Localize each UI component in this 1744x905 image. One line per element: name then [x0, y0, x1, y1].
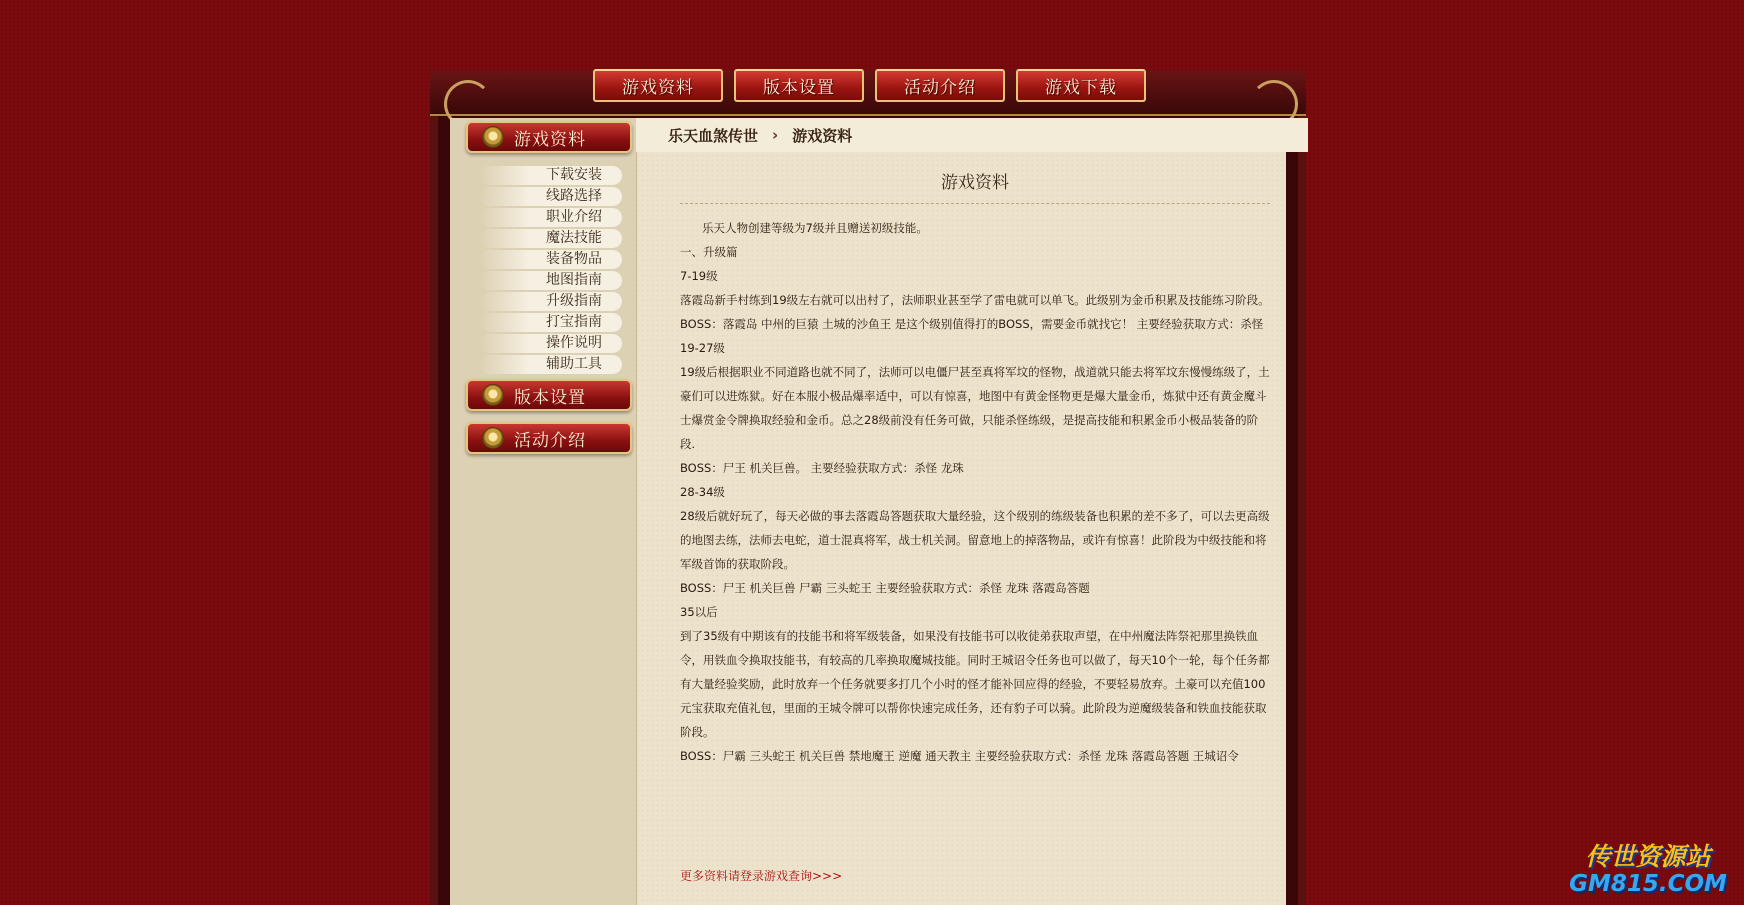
sidebar-item-download-install[interactable]: 下载安装: [480, 166, 622, 185]
article-paragraph: BOSS：尸霸 三头蛇王 机关巨兽 禁地魔王 逆魔 通天教主 主要经验获取方式：杀怪 龙珠 落霞岛答题 王城诏令: [680, 749, 1239, 763]
sidebar-section-label: 版本设置: [514, 387, 586, 408]
sidebar-section-events[interactable]: [466, 422, 632, 454]
sidebar-section-label: 活动介绍: [514, 430, 586, 451]
article-paragraph: 28级后就好玩了，每天必做的事去落霞岛答题获取大量经验，这个级别的练级装备也积累的差不多了，可以去更高级的地图去练，法师去电蛇，道士混真将军，战士机关洞。留意地上的掉落物品，或许有惊喜！此阶段为中级技能和将军级首饰的获取阶段。: [680, 509, 1270, 571]
sidebar-item-route-select[interactable]: 线路选择: [480, 187, 622, 206]
page-title: 游戏资料: [680, 168, 1270, 204]
breadcrumb-current: 游戏资料: [792, 126, 853, 145]
sidebar-item-controls[interactable]: 操作说明: [480, 334, 622, 353]
sidebar-section-game-info[interactable]: [466, 121, 632, 153]
sidebar-item-class-intro[interactable]: 职业介绍: [480, 208, 622, 227]
article-paragraph: 19级后根据职业不同道路也就不同了，法师可以电僵尸甚至真将军坟的怪物，战道就只能去将军坟东慢慢练级了，土豪们可以进炼狱。好在本服小极品爆率适中，可以有惊喜，地图中有黄金怪物更是爆大量金币，炼狱中还有黄金魔斗士爆赏金令牌换取经验和金币。总之28级前没有任务可做，只能杀怪练级，是提高技能和积累金币小极品装备的阶段.: [680, 365, 1270, 451]
article-paragraph: BOSS：尸王 机关巨兽。 主要经验获取方式：杀怪 龙珠: [680, 461, 964, 475]
chevron-right-icon: ›: [772, 126, 779, 144]
nav-tab-events[interactable]: 活动介绍: [875, 69, 1005, 102]
watermark-line-1: 传世资源站: [1585, 842, 1711, 871]
sidebar-section-version[interactable]: [466, 379, 632, 411]
article: [680, 168, 1270, 768]
article-paragraph: 到了35级有中期该有的技能书和将军级装备，如果没有技能书可以收徒弟获取声望，在中州魔法阵祭祀那里换铁血令，用铁血令换取技能书，有较高的几率换取魔城技能。同时王城诏令任务也可以做了，每天10个一轮，每个任务都有大量经验奖励，此时放弃一个任务就要多打几个小时的怪才能补回应得的经验，不要轻易放弃。土豪可以充值100元宝获取充值礼包，里面的王城令牌可以帮你快速完成任务，还有豹子可以骑。此阶段为逆魔级装备和铁血技能获取阶段。: [680, 629, 1270, 739]
site-watermark: [1560, 843, 1736, 899]
sidebar-section-label: 游戏资料: [514, 129, 586, 150]
sidebar-item-magic-skills[interactable]: 魔法技能: [480, 229, 622, 248]
article-paragraph: 19-27级: [680, 341, 725, 355]
breadcrumb-home[interactable]: 乐天血煞传世: [668, 126, 759, 145]
watermark-line-2: GM815.COM: [1569, 871, 1727, 897]
article-paragraph: 一、升级篇: [680, 245, 738, 259]
sidebar-item-treasure-guide[interactable]: 打宝指南: [480, 313, 622, 332]
nav-tab-download[interactable]: 游戏下载: [1016, 69, 1146, 102]
article-paragraph: BOSS：尸王 机关巨兽 尸霸 三头蛇王 主要经验获取方式：杀怪 龙珠 落霞岛答题: [680, 581, 1090, 595]
breadcrumb: [636, 118, 1308, 152]
sidebar-item-equipment[interactable]: 装备物品: [480, 250, 622, 269]
shield-icon: [482, 384, 504, 406]
article-paragraph: 28-34级: [680, 485, 725, 499]
nav-tab-version[interactable]: 版本设置: [734, 69, 864, 102]
article-body: [680, 216, 1270, 768]
sidebar-item-map-guide[interactable]: 地图指南: [480, 271, 622, 290]
sidebar-item-tools[interactable]: 辅助工具: [480, 355, 622, 374]
nav-tab-game-info[interactable]: 游戏资料: [593, 69, 723, 102]
shield-icon: [482, 427, 504, 449]
article-paragraph: 35以后: [680, 605, 718, 619]
article-paragraph: BOSS：落霞岛 中州的巨猿 土城的沙鱼王 是这个级别值得打的BOSS，需要金币就找它！ 主要经验获取方式：杀怪: [680, 317, 1264, 331]
article-paragraph: 乐天人物创建等级为7级并且赠送初级技能。: [702, 221, 928, 235]
article-paragraph: 7-19级: [680, 269, 718, 283]
shield-icon: [482, 126, 504, 148]
sidebar-menu: [480, 166, 622, 376]
top-navigation: [593, 69, 1146, 102]
article-paragraph: 落霞岛新手村练到19级左右就可以出村了，法师职业甚至学了雷电就可以单飞。此级别为金币积累及技能练习阶段。: [680, 293, 1270, 307]
more-info-link[interactable]: 更多资料请登录游戏查询>>>: [680, 869, 843, 883]
sidebar-item-level-guide[interactable]: 升级指南: [480, 292, 622, 311]
